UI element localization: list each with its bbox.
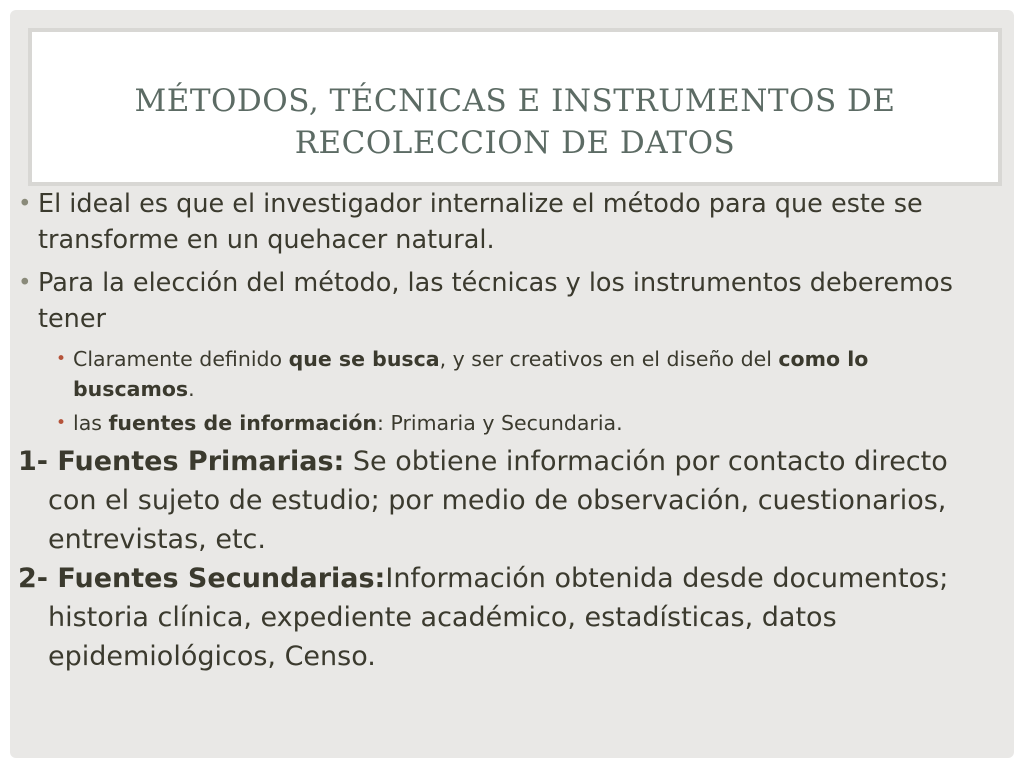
- bullet-dot-icon: •: [18, 270, 32, 296]
- source-text: Se obtiene información por contacto directo con el sujeto de estudio; por medio de observación, cuestionarios, entrevistas, etc.: [48, 446, 948, 555]
- subbullet-text: las: [73, 411, 109, 435]
- source-secondary: [18, 559, 993, 676]
- subbullet-text: Claramente definido: [73, 347, 289, 371]
- source-label: 2- Fuentes Secundarias:: [18, 563, 386, 594]
- source-text: Información obtenida desde documentos; historia clínica, expediente académico, estadísticas, datos epidemiológicos, Censo.: [48, 563, 949, 672]
- bullet-text: Para la elección del método, las técnicas y los instrumentos deberemos tener: [38, 268, 953, 334]
- subbullet-bold: que se busca: [288, 347, 440, 371]
- title-line-2: RECOLECCION DE DATOS: [294, 125, 736, 161]
- bullet-dot-icon: •: [18, 191, 32, 217]
- bullet-item: [18, 186, 993, 258]
- source-label: 1- Fuentes Primarias:: [18, 446, 345, 477]
- bullet-text: El ideal es que el investigador internalize el método para que este se transforme en un quehacer natural.: [38, 189, 923, 255]
- slide-title: [32, 80, 998, 164]
- subbullet-text: : Primaria y Secundaria.: [377, 411, 623, 435]
- subbullet-text: , y ser creativos en el diseño del: [439, 347, 779, 371]
- slide-body: [18, 186, 993, 676]
- title-box: [32, 32, 998, 182]
- title-line-1: MÉTODOS, TÉCNICAS E INSTRUMENTOS DE: [134, 83, 896, 119]
- subbullet-bold: como lo buscamos: [73, 347, 869, 401]
- subbullet-dot-icon: •: [56, 413, 67, 433]
- bullet-item: [18, 265, 993, 337]
- source-primary: [18, 442, 993, 559]
- subbullet-dot-icon: •: [56, 349, 67, 369]
- subbullet-text: .: [188, 377, 195, 401]
- subbullet-item: [18, 408, 993, 438]
- subbullet-item: [18, 344, 993, 404]
- subbullet-bold: fuentes de información: [108, 411, 378, 435]
